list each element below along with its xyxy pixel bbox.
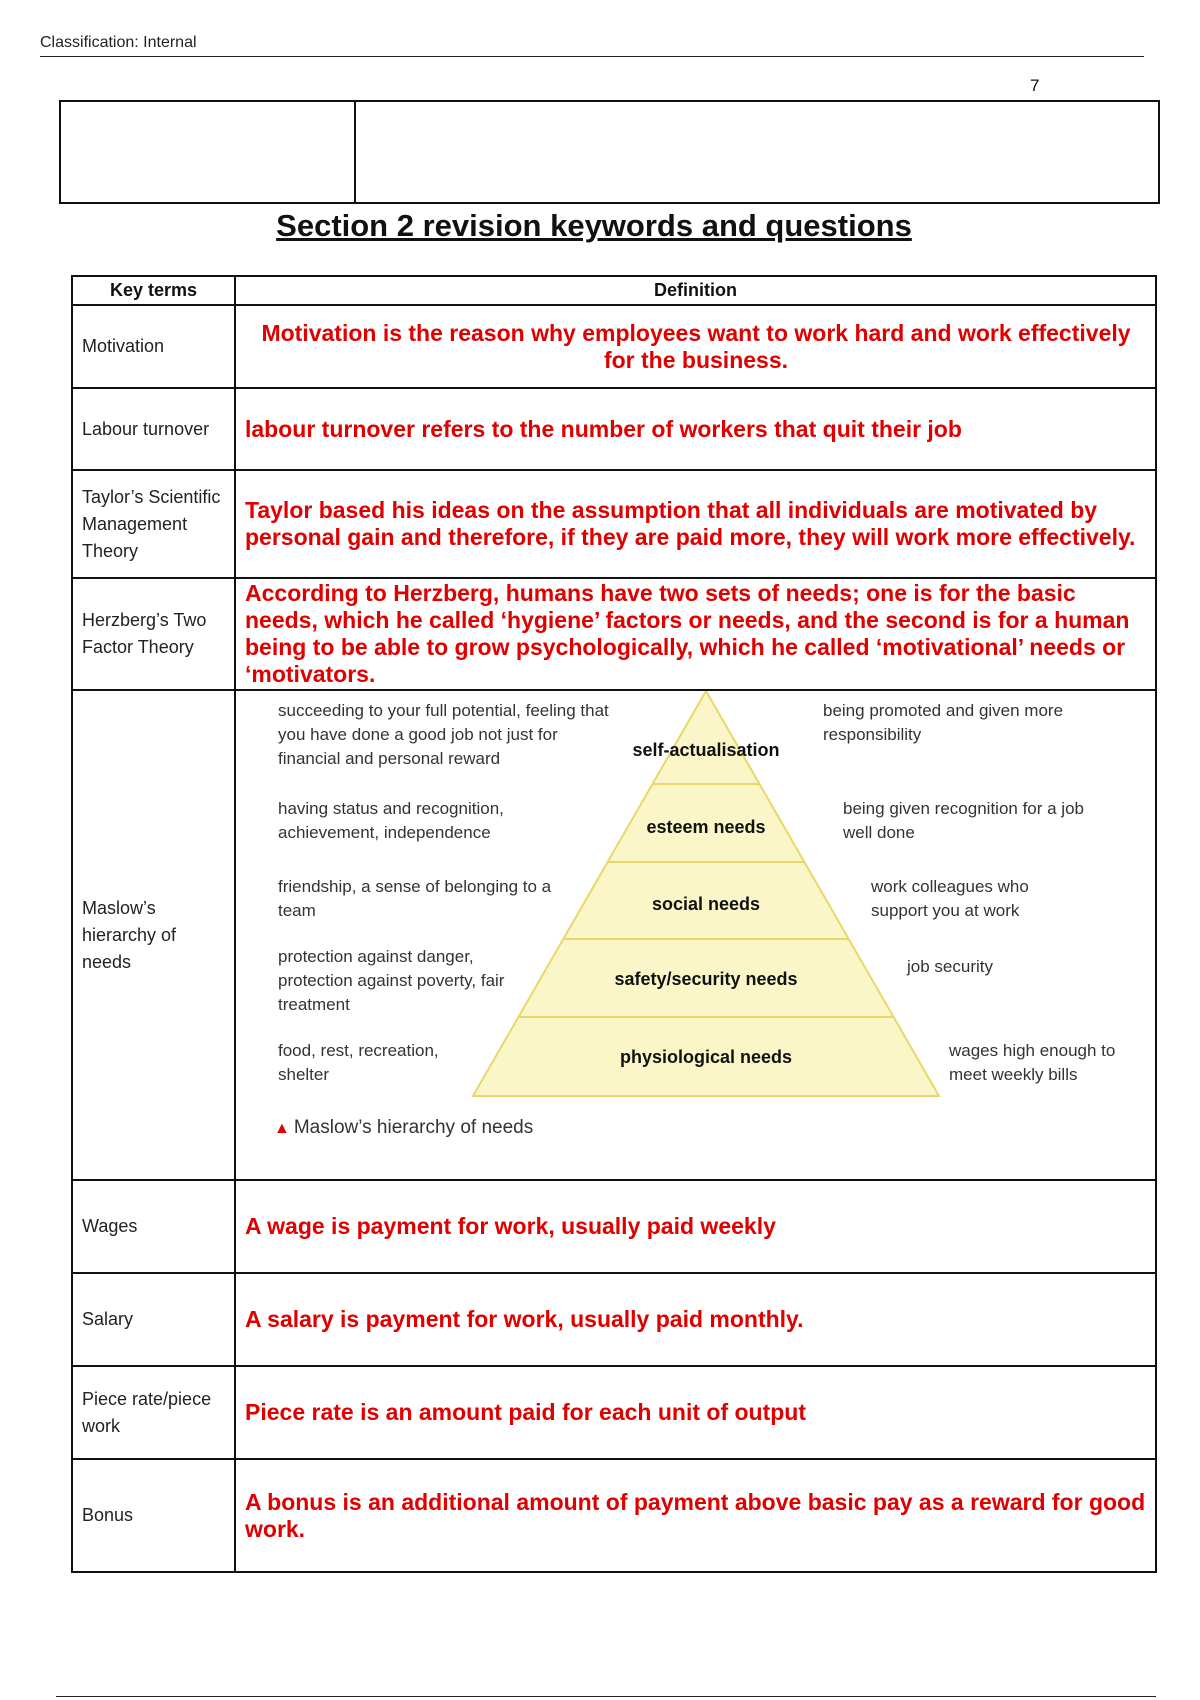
term-cell: Piece rate/piece work xyxy=(72,1366,235,1459)
definition-cell: A wage is payment for work, usually paid weekly xyxy=(235,1180,1156,1273)
table-row xyxy=(72,578,1156,690)
definition-cell: Motivation is the reason why employees want to work hard and work effectively for the business. xyxy=(235,305,1156,388)
table-row xyxy=(72,1459,1156,1572)
definition-cell: labour turnover refers to the number of workers that quit their job xyxy=(235,388,1156,470)
definition-cell: A salary is payment for work, usually paid monthly. xyxy=(235,1273,1156,1366)
term-cell: Labour turnover xyxy=(72,388,235,470)
header-box xyxy=(59,100,1160,204)
term-cell: Motivation xyxy=(72,305,235,388)
level-esteem-needs: esteem needs xyxy=(646,817,766,837)
term-cell: Herzberg’s Two Factor Theory xyxy=(72,578,235,690)
header-rule xyxy=(40,56,1144,57)
table-row xyxy=(72,470,1156,578)
note-right-self-actualisation: being promoted and given more responsibility xyxy=(823,701,1064,744)
note-left-social: friendship, a sense of belonging to a team xyxy=(278,877,552,920)
footer-rule xyxy=(56,1696,1156,1697)
level-self-actualisation: self-actualisation xyxy=(632,740,780,760)
note-left-esteem: having status and recognition, achievement, independence xyxy=(278,799,504,842)
section-title: Section 2 revision keywords and questions xyxy=(276,208,912,243)
note-right-social: work colleagues who support you at work xyxy=(871,877,1029,920)
definition-cell: Piece rate is an amount paid for each unit of output xyxy=(235,1366,1156,1459)
term-cell: Wages xyxy=(72,1180,235,1273)
header-box-divider xyxy=(354,102,356,202)
table-row xyxy=(72,388,1156,470)
note-left-safety: protection against danger, protection against poverty, fair treatment xyxy=(278,947,505,1014)
note-right-physiological: wages high enough to meet weekly bills xyxy=(949,1041,1116,1084)
term-cell: Bonus xyxy=(72,1459,235,1572)
note-right-esteem: being given recognition for a job well done xyxy=(843,799,1084,842)
definition-cell: Taylor based his ideas on the assumption that all individuals are motivated by personal gain and therefore, if they are paid more, they will work more effectively. xyxy=(235,470,1156,578)
note-left-physiological: food, rest, recreation, shelter xyxy=(278,1041,439,1084)
maslow-diagram-cell xyxy=(235,690,1156,1180)
page-number: 7 xyxy=(1030,76,1040,95)
maslow-caption: ▲ Maslow’s hierarchy of needs xyxy=(274,1117,534,1138)
triangle-icon: ▲ xyxy=(274,1120,290,1137)
definition-cell: A bonus is an additional amount of payment above basic pay as a reward for good work. xyxy=(235,1459,1156,1572)
level-social-needs: social needs xyxy=(651,894,761,914)
term-cell: Salary xyxy=(72,1273,235,1366)
table-row xyxy=(72,1366,1156,1459)
classification-label: Classification: Internal xyxy=(40,34,197,51)
header-definition: Definition xyxy=(235,276,1156,305)
key-terms-table xyxy=(71,275,1157,1573)
table-row xyxy=(72,690,1156,1180)
table-header-row xyxy=(72,276,1156,305)
term-cell: Maslow’s hierarchy of needs xyxy=(72,690,235,1180)
level-physiological-needs: physiological needs xyxy=(619,1047,793,1067)
maslow-diagram xyxy=(236,691,1157,1179)
term-cell: Taylor’s Scientific Management Theory xyxy=(72,470,235,578)
table-row xyxy=(72,1273,1156,1366)
note-left-self-actualisation: succeeding to your full potential, feeling that you have done a good job not just for financial and personal reward xyxy=(278,701,609,768)
table-row xyxy=(72,305,1156,388)
table-row xyxy=(72,1180,1156,1273)
level-safety-security-needs: safety/security needs xyxy=(614,969,798,989)
note-right-safety: job security xyxy=(907,957,993,976)
header-key-terms: Key terms xyxy=(72,276,235,305)
definition-cell: According to Herzberg, humans have two sets of needs; one is for the basic needs, which he called ‘hygiene’ factors or needs, and the second is for a human being to be able to grow psychologically, which he called ‘motivational’ needs or ‘motivators. xyxy=(235,578,1156,690)
